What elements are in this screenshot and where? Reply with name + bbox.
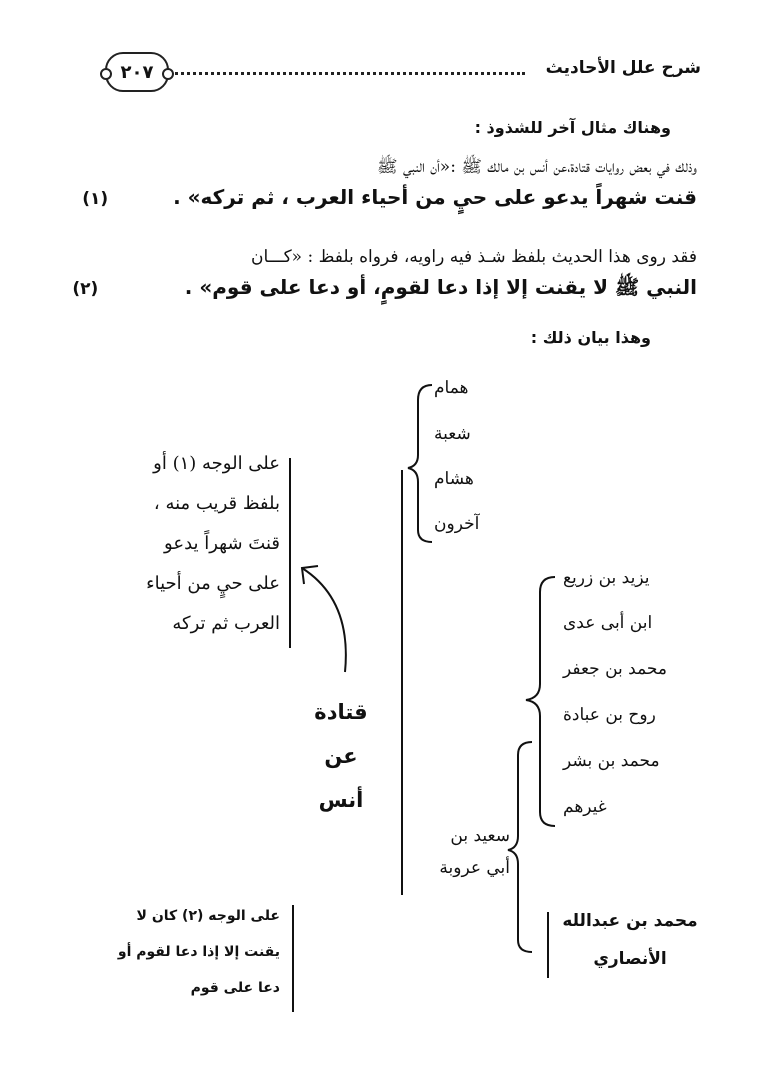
diagram-heading: وهذا بيان ذلك : [530,328,651,347]
paragraph-1-intro: وذلك في بعض روايات قتادة،عن أنس بن مالك ﷺ :«أن النبي ﷺ [377,157,697,177]
narrator-hisham: هشام [434,469,474,489]
narrator-ansari [560,902,700,978]
brace-top-group [408,385,432,542]
footnote-ref-1: (١) [82,189,109,209]
wajh-1-note [100,444,280,644]
center-node-line-1: قتادة عن [314,700,368,768]
wajh1-line-5: العرب ثم تركه [172,613,280,634]
wajh2-line-3: دعا على قوم [190,980,280,996]
arrow-head [302,566,318,584]
center-node-qatada-anas [296,690,386,822]
paragraph-1-quote: قنت شهراً يدعو على حيٍ من أحياء العرب ، ثم تركه» . [173,185,697,209]
saeed-line-1: سعيد بن [450,826,510,846]
page-number: ٢٠٧ [120,61,154,83]
narrator-others-2: غيرهم [563,797,607,817]
paragraph-2-intro: فقد روى هذا الحديث بلفظ شـذ فيه راويه، فرواه بلفظ : «كـــان [250,247,697,267]
ansari-line-2: الأنصاري [593,949,667,969]
wajh-2-note [105,898,280,1006]
wajh1-line-3: قنتَ شهراً يدعو [164,533,280,554]
narrator-saeed [420,820,510,884]
book-title: شرح علل الأحاديث [545,58,701,78]
arrow-to-wajh1 [302,568,346,672]
narrator-muhammad-bishr: محمد بن بشر [563,751,660,771]
saeed-line-2: أبي عروبة [439,858,510,878]
narrator-muhammad-jafar: محمد بن جعفر [563,659,668,679]
narrator-yazid: يزيد بن زريع [563,568,650,588]
wajh1-line-1: على الوجه (١) أو [153,453,280,474]
wajh2-line-1: على الوجه (٢) كان لا [136,908,280,924]
wajh1-line-2: بلفظ قريب منه ، [153,493,280,514]
wajh1-line-4: على حيٍ من أحياء [146,573,280,594]
center-node-line-2: أنس [318,788,364,812]
narrator-ibn-abi-adi: ابن أبى عدى [563,613,653,633]
brace-saeed-students [526,577,555,826]
narrator-hammam: همام [434,378,469,398]
brace-saeed-ansari [508,742,532,952]
narrator-others: آخرون [434,514,480,534]
section-heading: وهناك مثال آخر للشذوذ : [474,118,671,137]
narrator-rawh: روح بن عبادة [563,705,656,725]
narrator-shuba: شعبة [434,424,471,444]
ansari-line-1: محمد بن عبدالله [562,911,698,931]
wajh2-line-2: يقنت إلا إذا دعا لقوم أو [117,944,280,960]
paragraph-2-quote: النبي ﷺ لا يقنت إلا إذا دعا لقومٍ، أو دعا على قوم» . [184,275,697,299]
footnote-ref-2: (٢) [72,279,99,299]
